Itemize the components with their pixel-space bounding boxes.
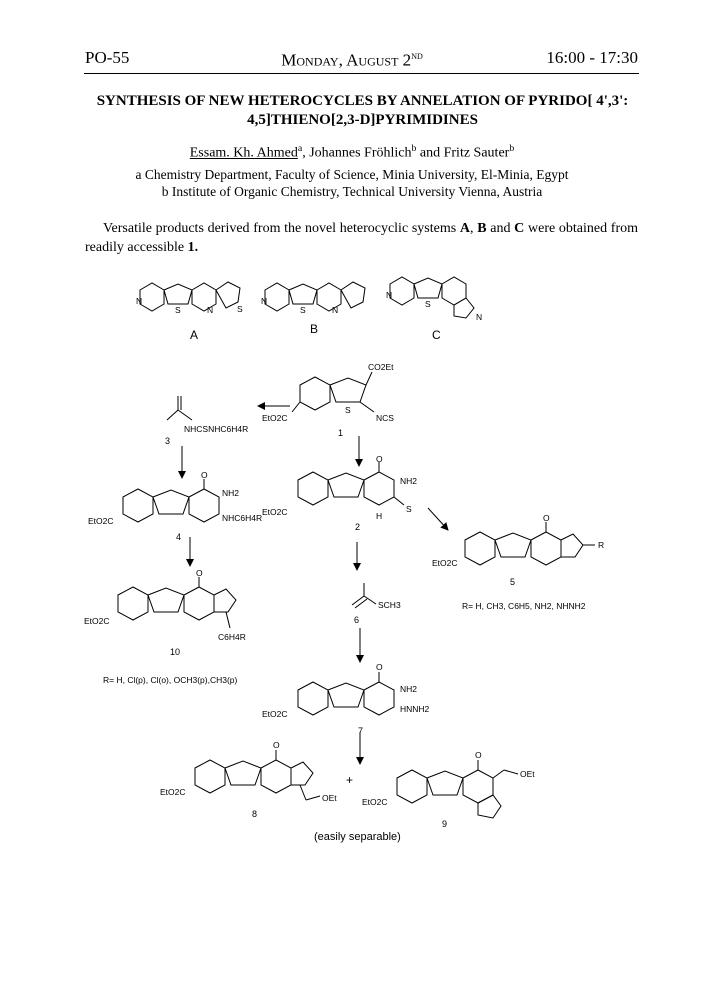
abstract-system-a: A (459, 221, 471, 236)
system-b-atom-n1: N (261, 296, 268, 306)
compound-7-structure (298, 672, 394, 715)
system-a-structure (140, 282, 240, 311)
compound-5-structure (465, 522, 595, 565)
system-c-atom-n1: N (386, 290, 393, 300)
compound-8-oxo: O (273, 740, 280, 750)
author-sep-1: , (302, 145, 310, 161)
compound-2-label: 2 (355, 522, 361, 532)
compound-6-structure (352, 583, 376, 608)
author-1: Essam. Kh. Ahmed (189, 145, 298, 161)
compound-9-structure (397, 760, 518, 818)
system-b-atom-n2: N (332, 305, 339, 315)
r-substituents-10: R= H, Cl(p), Cl(o), OCH3(p),CH3(p) (103, 675, 238, 685)
compound-10-c6h4r: C6H4R (218, 632, 246, 642)
author-1-affil: a (297, 143, 303, 154)
system-a-atom-s2: S (237, 304, 243, 314)
author-sep-2: and (416, 145, 444, 161)
compound-10-label: 10 (170, 647, 181, 657)
compound-7-nh2: NH2 (400, 684, 418, 694)
system-c-atom-s1: S (425, 299, 431, 309)
compound-3-label: 3 (165, 436, 171, 446)
session-date-suffix: nd (411, 48, 423, 62)
r-substituents-5: R= H, CH3, C6H5, NH2, NHNH2 (462, 601, 586, 611)
author-3: Fritz Sauter (443, 145, 510, 161)
session-date-text: Monday, August 2 (281, 50, 412, 70)
compound-2-oxo: O (376, 454, 383, 464)
affiliation-a: a Chemistry Department, Faculty of Science, Minia University, El-Minia, Egypt (135, 167, 569, 182)
compound-9-oet: OEt (520, 769, 535, 779)
compound-1-label: 1 (338, 428, 344, 438)
compound-4-oxo: O (201, 470, 208, 480)
compound-6-sch3: SCH3 (378, 600, 401, 610)
compound-3-nhcsnh: NHCSNHC6H4R (184, 424, 249, 434)
compound-7-eto2c: EtO2C (262, 709, 288, 719)
system-a-label: A (190, 328, 199, 342)
compound-8-structure (195, 750, 320, 800)
compound-4-nh2: NH2 (222, 488, 240, 498)
abstract-part-4: were obtained from readily accessible (85, 221, 639, 255)
separation-note: (easily separable) (314, 831, 401, 843)
compound-5-r: R (598, 540, 605, 550)
compound-5-oxo: O (543, 513, 550, 523)
compound-2-structure (298, 462, 404, 505)
abstract-system-b: B (477, 221, 487, 236)
plus-sign: + (346, 773, 354, 787)
compound-4-nhc6h4r: NHC6H4R (222, 513, 263, 523)
author-2: Johannes Fröhlich (309, 145, 412, 161)
paper-title: SYNTHESIS OF NEW HETEROCYCLES BY ANNELATION OF PYRIDO[ 4',3': 4,5]THIENO[2,3-D]PYRIMIDINES (96, 93, 629, 128)
compound-2-nh2: NH2 (400, 476, 418, 486)
compound-2-eto2c: EtO2C (262, 507, 288, 517)
abstract-part-2: , (470, 221, 478, 236)
system-c-atom-n2: N (476, 312, 483, 322)
compound-10-oxo: O (196, 568, 203, 578)
compound-8-oet: OEt (322, 793, 337, 803)
author-2-affil: b (411, 143, 417, 154)
compound-3-structure (167, 396, 192, 420)
system-b-atom-s1: S (300, 305, 306, 315)
system-c-label: C (432, 328, 441, 342)
compound-9-eto2c: EtO2C (362, 797, 388, 807)
compound-4-label: 4 (176, 532, 182, 542)
arrow-2-to-5 (428, 508, 448, 530)
compound-9-label: 9 (442, 819, 448, 829)
compound-1-structure (292, 372, 374, 412)
compound-1-eto2c: EtO2C (262, 413, 288, 423)
compound-1-ring-s: S (345, 405, 351, 415)
compound-7-oxo: O (376, 662, 383, 672)
abstract-part-3: and (486, 221, 515, 236)
compound-10-eto2c: EtO2C (84, 616, 110, 626)
compound-1-co2et: CO2Et (368, 362, 394, 372)
compound-5-label: 5 (510, 577, 516, 587)
system-a-atom-s1: S (175, 305, 181, 315)
system-c-structure (390, 277, 474, 318)
author-3-affil: b (509, 143, 515, 154)
compound-8-eto2c: EtO2C (160, 787, 186, 797)
session-time: 16:00 - 17:30 (546, 48, 638, 67)
affiliation-b: b Institute of Organic Chemistry, Technical University Vienna, Austria (161, 184, 543, 199)
compound-2-nh: H (376, 511, 383, 521)
compound-6-label: 6 (354, 615, 360, 625)
compound-4-structure (123, 479, 219, 522)
abstract-compound-1: 1. (187, 240, 199, 255)
compound-5-eto2c: EtO2C (432, 558, 458, 568)
compound-9-oxo: O (475, 750, 482, 760)
compound-7-label: 7 (358, 726, 364, 736)
abstract-system-c: C (514, 221, 525, 236)
compound-2-thioxo: S (406, 504, 412, 514)
compound-7-hnnh2: HNNH2 (400, 704, 430, 714)
compound-10-structure (118, 577, 236, 628)
system-b-label: B (310, 322, 319, 336)
compound-1-ncs: NCS (376, 413, 394, 423)
system-b-structure (265, 282, 365, 311)
compound-8-label: 8 (252, 809, 258, 819)
abstract-part-1: Versatile products derived from the novel heterocyclic systems (103, 221, 460, 236)
system-a-atom-n2: N (207, 305, 214, 315)
compound-4-eto2c: EtO2C (88, 516, 114, 526)
system-a-atom-n1: N (136, 296, 143, 306)
poster-code: PO-55 (85, 48, 130, 67)
